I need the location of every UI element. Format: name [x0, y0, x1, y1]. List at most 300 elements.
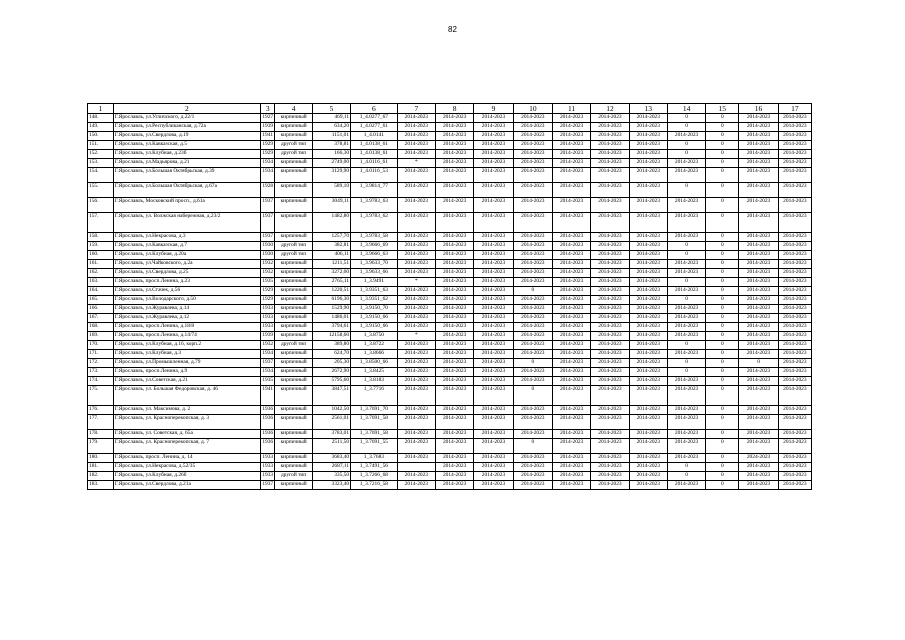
- table-cell-col-3: 1939: [260, 123, 275, 132]
- table-cell-col-1: 148.: [88, 114, 114, 123]
- table-cell-col-13: 2014-2023: [629, 430, 667, 439]
- table-cell-col-2: Г.Ярославль, ул.Стачек, д.56: [113, 287, 260, 296]
- table-cell-col-13: 2014-2023: [629, 350, 667, 359]
- table-cell-col-9: 2014-2023: [474, 430, 513, 439]
- table-cell-col-17: 2014-2023: [778, 323, 811, 332]
- table-cell-col-7: 2014-2023: [397, 141, 435, 150]
- table-cell-col-15: 0: [706, 406, 739, 415]
- table-cell-col-16: 2014-2023: [739, 439, 778, 454]
- table-cell-col-6: 1_3.9666_63: [351, 251, 398, 260]
- table-row: [88, 150, 812, 159]
- column-header-7: 7: [397, 104, 435, 114]
- table-cell-col-2: Г.Ярославль, ул.Промышленная, д.79: [113, 359, 260, 368]
- table-cell-col-4: кирпичный: [275, 430, 312, 439]
- table-cell-col-16: 2014-2023: [739, 350, 778, 359]
- table-cell-col-3: 1934: [260, 168, 275, 183]
- table-cell-col-9: 2014-2023: [474, 323, 513, 332]
- table-cell-col-7: 2014-2023: [397, 305, 435, 314]
- table-cell-col-6: 1_3.7716: [351, 386, 398, 406]
- table-cell-col-12: 2014-2023: [591, 278, 629, 287]
- table-cell-col-13: 2014-2023: [629, 439, 667, 454]
- table-cell-col-13: 2014-2023: [629, 123, 667, 132]
- table-cell-col-1: 149.: [88, 123, 114, 132]
- table-cell-col-7: 2014-2023: [397, 341, 435, 350]
- table-cell-col-14: 0: [667, 123, 705, 132]
- table-cell-col-16: 2014-2023: [739, 463, 778, 472]
- column-header-2: 2: [113, 104, 260, 114]
- table-cell-col-13: 2014-2023: [629, 213, 667, 233]
- table-cell-col-3: 1937: [260, 359, 275, 368]
- table-cell-col-1: 167.: [88, 314, 114, 323]
- page-number: 82: [448, 25, 457, 34]
- table-cell-col-10: 2014-2023: [513, 260, 552, 269]
- table-cell-col-1: 166.: [88, 305, 114, 314]
- table-cell-col-8: 2014-2023: [435, 296, 473, 305]
- table-cell-col-5: 2749,00: [312, 159, 350, 168]
- table-cell-col-12: 2014-2023: [591, 251, 629, 260]
- table-cell-col-14: 0: [667, 472, 705, 481]
- table-cell-col-17: 2014-2023: [778, 123, 811, 132]
- table-cell-col-3: 1935: [260, 377, 275, 386]
- table-cell-col-1: 168.: [88, 323, 114, 332]
- table-cell-col-11: 2014-2023: [552, 168, 590, 183]
- table-cell-col-4: другой тип: [275, 150, 312, 159]
- table-cell-col-12: 2014-2023: [591, 368, 629, 377]
- table-cell-col-2: Г.Ярославль, ул.Клубная, д.20а: [113, 251, 260, 260]
- table-row: [88, 183, 812, 198]
- table-cell-col-4: другой тип: [275, 242, 312, 251]
- table-cell-col-14: 2014-2023: [667, 386, 705, 406]
- table-cell-col-16: 2014-2023: [739, 296, 778, 305]
- table-cell-col-15: 0: [706, 332, 739, 341]
- table-cell-col-17: 2014-2023: [778, 260, 811, 269]
- table-row: [88, 296, 812, 305]
- table-cell-col-12: 2014-2023: [591, 305, 629, 314]
- table-cell-col-6: 1_3.8500_66: [351, 359, 398, 368]
- table-cell-col-5: 1220,51: [312, 287, 350, 296]
- table-cell-col-4: кирпичный: [275, 132, 312, 141]
- table-cell-col-17: 2014-2023: [778, 132, 811, 141]
- table-cell-col-3: 1929: [260, 150, 275, 159]
- table-cell-col-12: 2014-2023: [591, 114, 629, 123]
- table-cell-col-17: 2014-2023: [778, 287, 811, 296]
- table-cell-col-10: 2014-2023: [513, 368, 552, 377]
- table-cell-col-1: 172.: [88, 359, 114, 368]
- table-cell-col-14: 0: [667, 296, 705, 305]
- table-cell-col-2: Г.Ярославль, ул.Чайковского, д.2а: [113, 260, 260, 269]
- table-row: [88, 341, 812, 350]
- table-cell-col-10: 2014-2023: [513, 198, 552, 213]
- table-cell-col-15: 0: [706, 359, 739, 368]
- table-cell-col-10: 0: [513, 359, 552, 368]
- table-cell-col-11: 2014-2023: [552, 359, 590, 368]
- table-cell-col-17: 2014-2023: [778, 242, 811, 251]
- table-cell-col-17: 2014-2023: [778, 332, 811, 341]
- table-cell-col-14: 0: [667, 359, 705, 368]
- table-cell-col-10: 2014-2023: [513, 251, 552, 260]
- table-cell-col-16: 2014-2023: [739, 332, 778, 341]
- table-cell-col-5: 469,11: [312, 114, 350, 123]
- table-cell-col-5: 2687,11: [312, 463, 350, 472]
- table-cell-col-5: 1211,51: [312, 260, 350, 269]
- table-cell-col-11: 2014-2023: [552, 314, 590, 323]
- table-cell-col-15: 0: [706, 233, 739, 242]
- table-cell-col-5: 2765,11: [312, 278, 350, 287]
- table-cell-col-6: 1_4.0277_61: [351, 123, 398, 132]
- table-cell-col-12: 2014-2023: [591, 415, 629, 430]
- table-cell-col-16: 2014-2023: [739, 213, 778, 233]
- table-cell-col-12: 2014-2023: [591, 386, 629, 406]
- table-cell-col-4: кирпичный: [275, 183, 312, 198]
- table-cell-col-11: 2014-2023: [552, 454, 590, 463]
- table-cell-col-15: 0: [706, 481, 739, 490]
- table-cell-col-13: 2014-2023: [629, 481, 667, 490]
- table-cell-col-9: 2014-2023: [474, 150, 513, 159]
- table-cell-col-9: 2014-2023: [474, 198, 513, 213]
- table-cell-col-13: 2014-2023: [629, 341, 667, 350]
- table-cell-col-1: 183.: [88, 481, 114, 490]
- table-cell-col-13: 2014-2023: [629, 359, 667, 368]
- table-row: [88, 406, 812, 415]
- table-cell-col-15: 0: [706, 183, 739, 198]
- table-cell-col-1: 179.: [88, 439, 114, 454]
- table-cell-col-12: 2014-2023: [591, 406, 629, 415]
- table-cell-col-16: 2014-2023: [739, 159, 778, 168]
- table-cell-col-8: 2014-2023: [435, 341, 473, 350]
- table-cell-col-8: 2014-2023: [435, 332, 473, 341]
- table-cell-col-14: 0: [667, 242, 705, 251]
- table-cell-col-14: 2014-2023: [667, 213, 705, 233]
- table-cell-col-10: 2014-2023: [513, 150, 552, 159]
- table-cell-col-9: 2014-2023: [474, 406, 513, 415]
- table-cell-col-17: 2014-2023: [778, 341, 811, 350]
- table-cell-col-2: Г.Ярославль, ул.Большая Октябрьская, д.39: [113, 168, 260, 183]
- table-cell-col-9: 2014-2023: [474, 141, 513, 150]
- table-cell-col-13: 2014-2023: [629, 377, 667, 386]
- table-cell-col-2: Г.Ярославль, ул. Большая Федоровская, д. 46: [113, 386, 260, 406]
- table-cell-col-15: 0: [706, 132, 739, 141]
- table-cell-col-6: 1_3.9633_66: [351, 269, 398, 278]
- table-cell-col-15: 0: [706, 368, 739, 377]
- table-cell-col-5: 6196,30: [312, 296, 350, 305]
- table-cell-col-5: 3683,40: [312, 454, 350, 463]
- table-cell-col-2: Г.Ярославль, ул.Свердлова, д.25: [113, 269, 260, 278]
- table-cell-col-11: 2014-2023: [552, 213, 590, 233]
- table-cell-col-13: 2014-2023: [629, 332, 667, 341]
- table-cell-col-7: 2014-2023: [397, 454, 435, 463]
- table-cell-col-14: 0: [667, 141, 705, 150]
- table-cell-col-8: 2014-2023: [435, 359, 473, 368]
- table-row: [88, 141, 812, 150]
- table-row: [88, 168, 812, 183]
- table-cell-col-3: 1932: [260, 269, 275, 278]
- table-cell-col-12: 2014-2023: [591, 463, 629, 472]
- table-cell-col-15: 0: [706, 278, 739, 287]
- table-cell-col-9: 2014-2023: [474, 123, 513, 132]
- table-cell-col-3: 1933: [260, 314, 275, 323]
- table-cell-col-8: 2014-2023: [435, 368, 473, 377]
- table-row: [88, 430, 812, 439]
- table-cell-col-7: 2014-2023: [397, 168, 435, 183]
- table-cell-col-8: 2014-2023: [435, 278, 473, 287]
- column-header-8: 8: [435, 104, 473, 114]
- table-cell-col-13: 2014-2023: [629, 168, 667, 183]
- table-cell-col-10: 2014-2023: [513, 233, 552, 242]
- table-cell-col-11: 2014-2023: [552, 439, 590, 454]
- table-cell-col-4: кирпичный: [275, 359, 312, 368]
- table-cell-col-8: 2014-2023: [435, 159, 473, 168]
- table-cell-col-13: 2014-2023: [629, 323, 667, 332]
- table-cell-col-6: 1_4.0141: [351, 132, 398, 141]
- table-cell-col-10: 2014-2023: [513, 332, 552, 341]
- column-header-16: 16: [739, 104, 778, 114]
- table-row: [88, 386, 812, 406]
- table-cell-col-17: 2014-2023: [778, 141, 811, 150]
- table-cell-col-3: 1929: [260, 296, 275, 305]
- table-cell-col-1: 157.: [88, 213, 114, 233]
- table-cell-col-16: 2014-2023: [739, 406, 778, 415]
- table-cell-col-5: 1151,01: [312, 132, 350, 141]
- table-cell-col-4: кирпичный: [275, 454, 312, 463]
- table-cell-col-14: 0: [667, 368, 705, 377]
- table-cell-col-3: 1936: [260, 415, 275, 430]
- table-cell-col-9: 2014-2023: [474, 472, 513, 481]
- table-cell-col-15: 0: [706, 472, 739, 481]
- table-cell-col-14: 2014-2023: [667, 269, 705, 278]
- table-cell-col-13: 2014-2023: [629, 415, 667, 430]
- table-cell-col-12: 2014-2023: [591, 242, 629, 251]
- table-row: [88, 123, 812, 132]
- table-cell-col-16: 2014-2023: [739, 472, 778, 481]
- table-cell-col-5: 589,10: [312, 183, 350, 198]
- table-cell-col-13: 2014-2023: [629, 278, 667, 287]
- table-cell-col-6: 1_3.8666: [351, 350, 398, 359]
- table-cell-col-3: 1929: [260, 287, 275, 296]
- table-cell-col-17: 2014-2023: [778, 278, 811, 287]
- table-cell-col-2: Г.Ярославль, ул.Кавказская, д.5: [113, 141, 260, 150]
- table-cell-col-5: 3783,01: [312, 430, 350, 439]
- table-row: [88, 305, 812, 314]
- table-cell-col-6: 1_3.9351_62: [351, 296, 398, 305]
- table-cell-col-7: 2014-2023: [397, 296, 435, 305]
- table-cell-col-1: 171.: [88, 350, 114, 359]
- table-cell-col-7: 2014-2023: [397, 251, 435, 260]
- table-row: [88, 377, 812, 386]
- table-cell-col-8: 2014-2023: [435, 114, 473, 123]
- table-cell-col-15: 0: [706, 260, 739, 269]
- table-cell-col-6: 1_3.9150_66: [351, 314, 398, 323]
- table-cell-col-16: 2014-2023: [739, 314, 778, 323]
- table-cell-col-16: 2014-2023: [739, 377, 778, 386]
- table-cell-col-13: 2014-2023: [629, 132, 667, 141]
- table-cell-col-2: Г.Ярославль, ул.Республиканская, д.72а: [113, 123, 260, 132]
- table-cell-col-6: 1_3.9783_58: [351, 233, 398, 242]
- table-cell-col-17: 2014-2023: [778, 415, 811, 430]
- table-cell-col-14: 2014-2023: [667, 350, 705, 359]
- table-cell-col-6: 1_3.9783_62: [351, 213, 398, 233]
- table-cell-col-3: 1928: [260, 183, 275, 198]
- table-cell-col-3: 1933: [260, 472, 275, 481]
- table-cell-col-7: 2014-2023: [397, 269, 435, 278]
- table-cell-col-14: 2014-2023: [667, 198, 705, 213]
- table-cell-col-4: кирпичный: [275, 287, 312, 296]
- table-cell-col-10: 2014-2023: [513, 159, 552, 168]
- table-cell-col-4: другой тип: [275, 341, 312, 350]
- table-cell-col-5: 2672,90: [312, 368, 350, 377]
- table-cell-col-4: другой тип: [275, 472, 312, 481]
- table-cell-col-2: Г.Ярославль, просп.Ленина, д.23: [113, 278, 260, 287]
- table-cell-col-1: 170.: [88, 341, 114, 350]
- table-cell-col-4: кирпичный: [275, 260, 312, 269]
- table-cell-col-5: 1042,50: [312, 406, 350, 415]
- table-cell-col-13: 2014-2023: [629, 463, 667, 472]
- table-cell-col-9: 2014-2023: [474, 341, 513, 350]
- table-cell-col-6: 1_4.0116_61: [351, 159, 398, 168]
- table-cell-col-16: 2014-2023: [739, 341, 778, 350]
- table-cell-col-6: 1_3.8183: [351, 377, 398, 386]
- table-cell-col-11: 2014-2023: [552, 269, 590, 278]
- table-cell-col-5: 3323,40: [312, 481, 350, 490]
- table-cell-col-3: 1930: [260, 242, 275, 251]
- table-cell-col-1: 164.: [88, 287, 114, 296]
- table-cell-col-3: 1934: [260, 350, 275, 359]
- table-row: [88, 323, 812, 332]
- table-cell-col-12: 2014-2023: [591, 439, 629, 454]
- table-cell-col-14: 0: [667, 251, 705, 260]
- table-cell-col-17: 2014-2023: [778, 213, 811, 233]
- table-cell-col-14: 2014-2023: [667, 332, 705, 341]
- table-cell-col-7: 2014-2023: [397, 123, 435, 132]
- table-cell-col-17: 2014-2023: [778, 305, 811, 314]
- table-cell-col-12: 2014-2023: [591, 132, 629, 141]
- column-header-6: 6: [351, 104, 398, 114]
- table-cell-col-6: 1_3.7691_55: [351, 439, 398, 454]
- table-cell-col-8: 2014-2023: [435, 150, 473, 159]
- table-cell-col-16: 2014-2023: [739, 150, 778, 159]
- table-cell-col-9: 2014-2023: [474, 260, 513, 269]
- table-cell-col-6: 1_3.9150_66: [351, 323, 398, 332]
- table-cell-col-12: 2014-2023: [591, 150, 629, 159]
- column-header-15: 15: [706, 104, 739, 114]
- table-cell-col-9: 2014-2023: [474, 278, 513, 287]
- table-row: [88, 251, 812, 260]
- table-cell-col-2: Г.Ярославль, ул.Кавказская, д.7: [113, 242, 260, 251]
- table-cell-col-15: 0: [706, 350, 739, 359]
- table-cell-col-11: 2014-2023: [552, 377, 590, 386]
- table-cell-col-16: 2014-2023: [739, 269, 778, 278]
- table-cell-col-11: 2014-2023: [552, 251, 590, 260]
- table-cell-col-11: 2014-2023: [552, 430, 590, 439]
- table-cell-col-2: Г.Ярославль, ул.Мадьярова, д.21: [113, 159, 260, 168]
- table-cell-col-4: другой тип: [275, 141, 312, 150]
- table-cell-col-14: 0: [667, 278, 705, 287]
- table-row: [88, 314, 812, 323]
- table-cell-col-3: 1934: [260, 159, 275, 168]
- table-cell-col-17: 2014-2023: [778, 296, 811, 305]
- table-cell-col-9: 2014-2023: [474, 213, 513, 233]
- table-cell-col-2: Г.Ярославль, ул. Советская, д. 65а: [113, 430, 260, 439]
- table-cell-col-15: 0: [706, 168, 739, 183]
- table-cell-col-1: 159.: [88, 242, 114, 251]
- table-cell-col-2: Г.Ярославль, ул.Свердлова, д.19: [113, 132, 260, 141]
- table-cell-col-14: 2014-2023: [667, 481, 705, 490]
- table-cell-col-12: 2014-2023: [591, 350, 629, 359]
- table-cell-col-5: 166,30: [312, 150, 350, 159]
- table-cell-col-8: 2014-2023: [435, 415, 473, 430]
- table-cell-col-1: 160.: [88, 251, 114, 260]
- table-cell-col-8: 2014-2023: [435, 472, 473, 481]
- table-cell-col-3: 1933: [260, 463, 275, 472]
- table-cell-col-2: Г.Ярославль, ул.Угличского, д.22/1: [113, 114, 260, 123]
- table-cell-col-15: 0: [706, 463, 739, 472]
- table-cell-col-15: 0: [706, 287, 739, 296]
- table-cell-col-17: 2014-2023: [778, 377, 811, 386]
- table-cell-col-11: 2014-2023: [552, 141, 590, 150]
- table-cell-col-8: 2014-2023: [435, 198, 473, 213]
- table-cell-col-10: 2014-2023: [513, 430, 552, 439]
- table-cell-col-8: 2014-2023: [435, 350, 473, 359]
- housing-register-table: [87, 103, 812, 490]
- table-cell-col-15: 0: [706, 213, 739, 233]
- table-row: [88, 260, 812, 269]
- table-cell-col-7: *: [397, 332, 435, 341]
- table-cell-col-2: Г.Ярославль, Московский просп., д.61а: [113, 198, 260, 213]
- table-cell-col-2: Г.Ярославль, ул.Свердлова, д.21а: [113, 481, 260, 490]
- table-cell-col-12: 2014-2023: [591, 123, 629, 132]
- table-cell-col-15: 0: [706, 150, 739, 159]
- table-cell-col-1: 175.: [88, 386, 114, 406]
- table-cell-col-8: 2014-2023: [435, 406, 473, 415]
- table-cell-col-4: кирпичный: [275, 406, 312, 415]
- table-cell-col-3: 1937: [260, 233, 275, 242]
- table-cell-col-9: 2014-2023: [474, 368, 513, 377]
- table-cell-col-2: Г.Ярославль, ул.Клубная, д.3: [113, 350, 260, 359]
- table-cell-col-4: кирпичный: [275, 114, 312, 123]
- table-cell-col-13: 2014-2023: [629, 183, 667, 198]
- table-cell-col-8: 2014-2023: [435, 168, 473, 183]
- table-cell-col-15: 0: [706, 123, 739, 132]
- table-cell-col-16: 2014-2023: [739, 114, 778, 123]
- table-cell-col-8: 2014-2023: [435, 430, 473, 439]
- table-cell-col-11: 2014-2023: [552, 260, 590, 269]
- table-cell-col-6: 1_3.9633_70: [351, 260, 398, 269]
- table-cell-col-8: 2014-2023: [435, 233, 473, 242]
- table-cell-col-14: 2014-2023: [667, 159, 705, 168]
- table-cell-col-2: Г.Ярославль, ул.Клубная, д.16, корп.2: [113, 341, 260, 350]
- column-header-14: 14: [667, 104, 705, 114]
- table-cell-col-16: 2014-2023: [739, 123, 778, 132]
- table-cell-col-14: 2014-2023: [667, 377, 705, 386]
- table-cell-col-4: кирпичный: [275, 159, 312, 168]
- table-cell-col-16: 2024-2023: [739, 454, 778, 463]
- table-cell-col-17: 2014-2023: [778, 233, 811, 242]
- table-cell-col-5: 5795,60: [312, 377, 350, 386]
- table-cell-col-14: 2014-2023: [667, 233, 705, 242]
- table-cell-col-13: 2014-2023: [629, 296, 667, 305]
- table-cell-col-1: 178.: [88, 430, 114, 439]
- table-cell-col-3: 1934: [260, 368, 275, 377]
- table-cell-col-13: 2014-2023: [629, 287, 667, 296]
- table-cell-col-3: 1927: [260, 114, 275, 123]
- table-cell-col-13: 2014-2023: [629, 269, 667, 278]
- table-cell-col-9: 2014-2023: [474, 251, 513, 260]
- table-cell-col-5: 2561,01: [312, 415, 350, 430]
- table-cell-col-11: 2014-2023: [552, 323, 590, 332]
- table-cell-col-16: 2014-2023: [739, 141, 778, 150]
- table-cell-col-14: 0: [667, 183, 705, 198]
- table-cell-col-5: 3049,11: [312, 198, 350, 213]
- table-cell-col-4: кирпичный: [275, 377, 312, 386]
